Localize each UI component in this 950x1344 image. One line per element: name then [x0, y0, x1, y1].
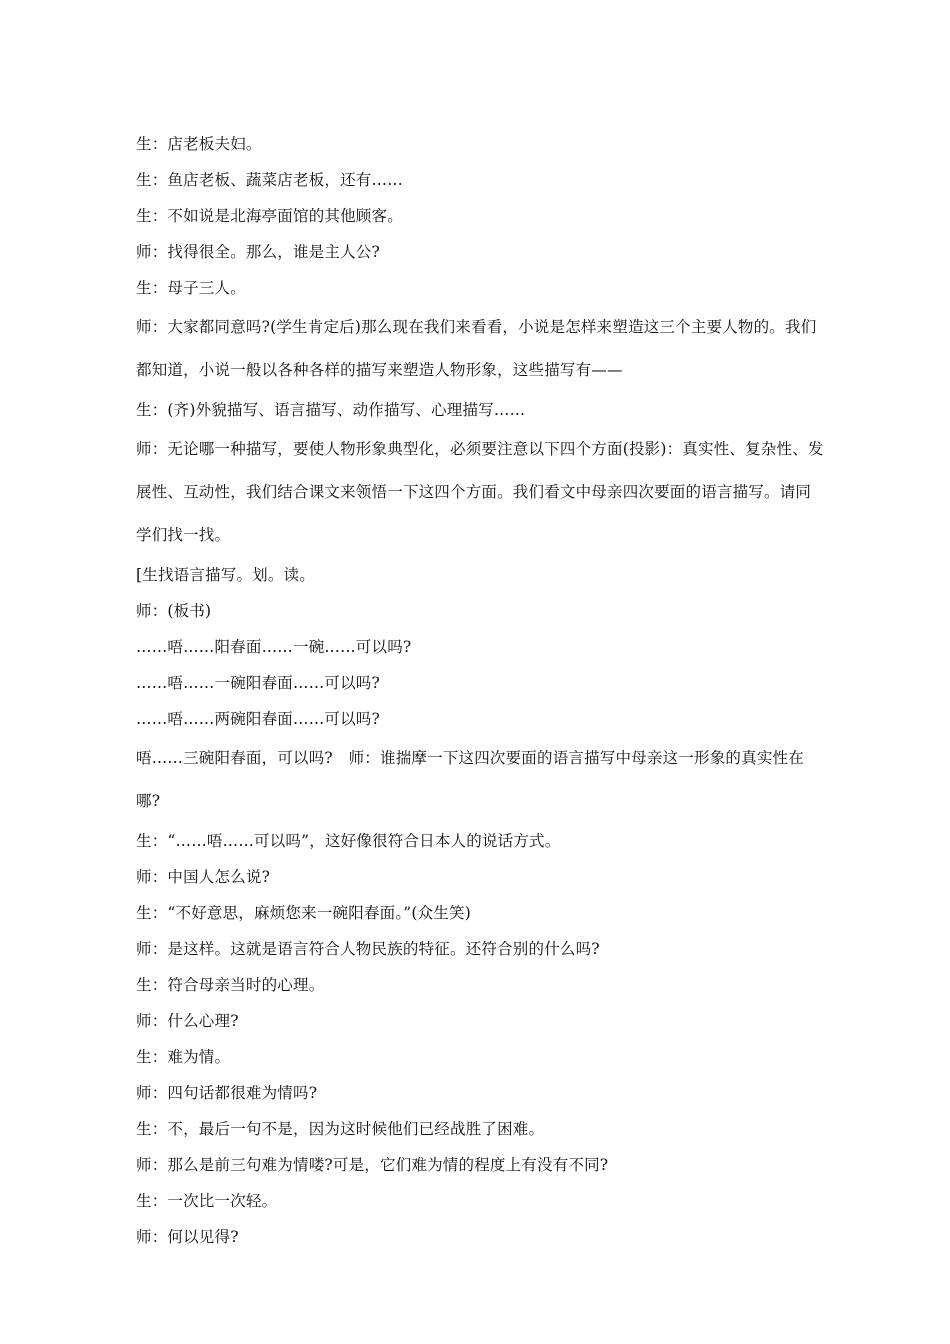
text-line: 师：(板书) [136, 602, 212, 620]
text-line: 生：(齐)外貌描写、语言描写、动作描写、心理描写…… [136, 401, 526, 419]
text-line: ……唔……两碗阳春面……可以吗? [136, 710, 381, 728]
text-line: 师：中国人怎么说? [136, 868, 271, 886]
text-line: 生：店老板夫妇。 [136, 135, 262, 153]
text-line: 师：四句话都很难为情吗? [136, 1084, 318, 1102]
text-line: 生：不如说是北海亭面馆的其他顾客。 [136, 207, 403, 225]
text-line: ……唔……一碗阳春面……可以吗? [136, 674, 381, 692]
text-line: 师：何以见得? [136, 1228, 239, 1246]
text-line: 生：不，最后一句不是，因为这时候他们已经战胜了困难。 [136, 1120, 545, 1138]
text-paragraph: 唔……三碗阳春面，可以吗? 师：谁揣摩一下这四次要面的语言描写中母亲这一形象的真实性在哪? [136, 749, 804, 810]
text-line: 生：母子三人。 [136, 279, 246, 297]
document-body [136, 126, 826, 1255]
text-line: 生：符合母亲当时的心理。 [136, 976, 325, 994]
text-line: 师：什么心理? [136, 1012, 239, 1030]
text-line: ……唔……阳春面……一碗……可以吗? [136, 638, 412, 656]
text-line: 师：找得很全。那么，谁是主人公? [136, 243, 381, 261]
text-paragraph: 师：无论哪一种描写，要使人物形象典型化，必须要注意以下四个方面(投影)：真实性、复杂性、发展性、互动性，我们结合课文来领悟一下这四个方面。我们看文中母亲四次要面的语言描写。请同学们找一找。 [136, 440, 824, 544]
text-line: 生：“不好意思，麻烦您来一碗阳春面。”(众生笑) [136, 904, 471, 922]
text-line: 生：鱼店老板、蔬菜店老板，还有…… [136, 171, 403, 189]
text-line: 师：那么是前三句难为情喽?可是，它们难为情的程度上有没有不同? [136, 1156, 609, 1174]
text-line: [生找语言描写。划。读。 [136, 566, 315, 584]
text-line: 生：“……唔……可以吗”，这好像很符合日本人的说话方式。 [136, 832, 561, 850]
text-line: 师：是这样。这就是语言符合人物民族的特征。还符合别的什么吗? [136, 940, 600, 958]
text-paragraph: 师：大家都同意吗?(学生肯定后)那么现在我们来看看，小说是怎样来塑造这三个主要人物的。我们都知道，小说一般以各种各样的描写来塑造人物形象，这些描写有—— [136, 318, 817, 379]
text-line: 生：一次比一次轻。 [136, 1192, 278, 1210]
text-line: 生：难为情。 [136, 1048, 231, 1066]
